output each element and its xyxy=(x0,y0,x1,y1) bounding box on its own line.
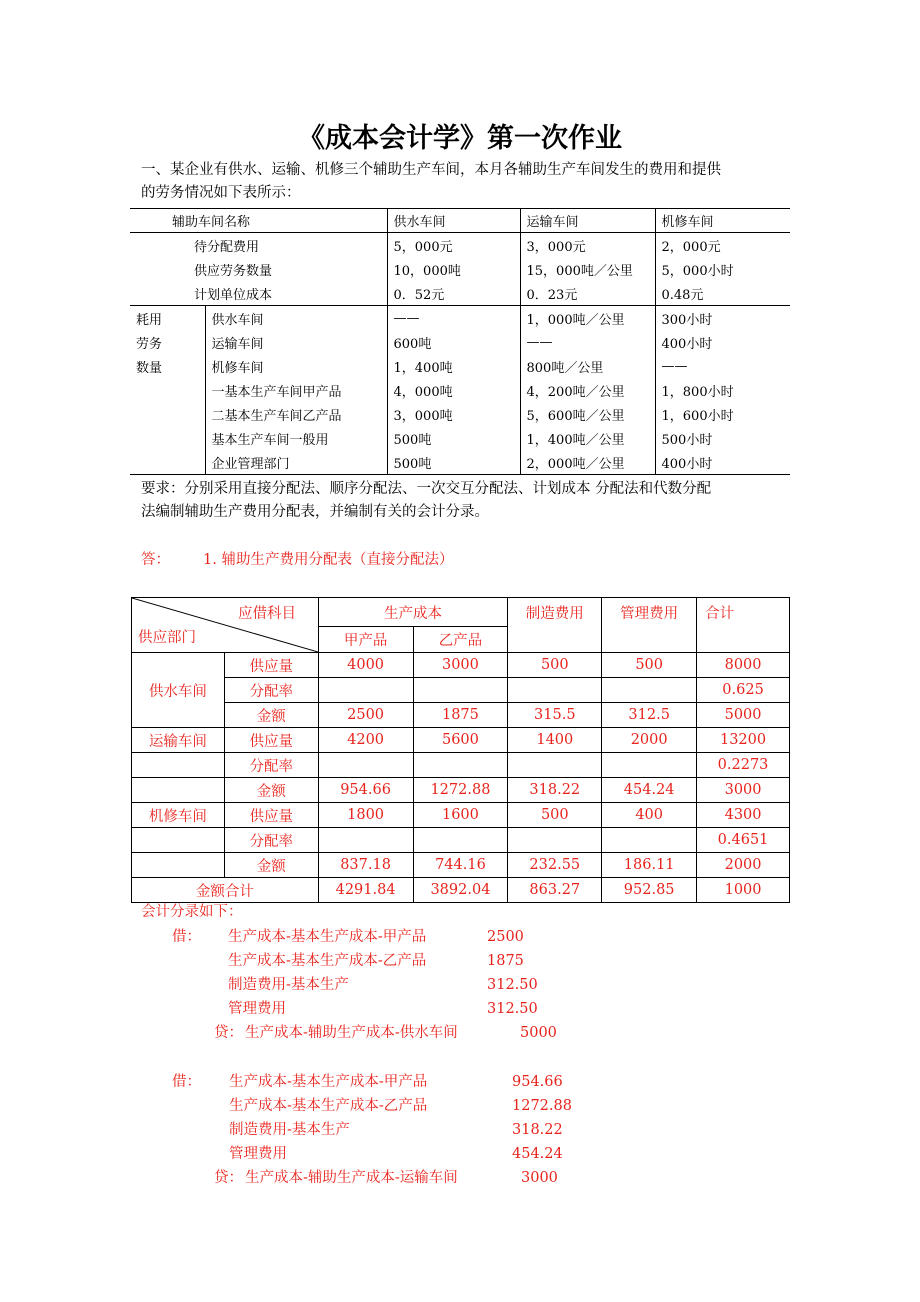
credit-label: 贷： xyxy=(214,1025,243,1041)
table-row xyxy=(132,653,790,678)
table-cell: 4000 xyxy=(318,653,413,678)
table-cell: 400小时 xyxy=(655,450,790,475)
table-cell: 15，000吨／公里 xyxy=(520,257,655,281)
debit-amount: 312.50 xyxy=(487,1001,538,1017)
table-cell: 312.5 xyxy=(602,703,697,728)
table-cell: 4200 xyxy=(318,728,413,753)
table-cell: 500 xyxy=(508,803,602,828)
debit-account: 制造费用-基本生产 xyxy=(228,977,349,993)
table-cell xyxy=(318,678,413,703)
answer-heading: 1. 辅助生产费用分配表（直接分配法） xyxy=(203,552,454,568)
debit-amount: 1875 xyxy=(487,953,524,969)
table-cell: 10，000吨 xyxy=(387,257,520,281)
table-cell: 837.18 xyxy=(318,853,413,878)
requirement-line-2: 法编制辅助生产费用分配表，并编制有关的会计分录。 xyxy=(141,504,489,520)
header-cell: 机修车间 xyxy=(655,209,790,233)
debit-label: 借： xyxy=(172,929,201,945)
table-row xyxy=(132,778,790,803)
header-cell: 制造费用 xyxy=(508,598,602,653)
credit-account: 生产成本-辅助生产成本-运输车间 xyxy=(245,1170,458,1186)
requirement-line-1: 要求：分别采用直接分配法、顺序分配法、一次交互分配法、计划成本 分配法和代数分配 xyxy=(141,481,712,497)
header-cell: 合计 xyxy=(697,598,790,653)
table-cell: 3000 xyxy=(413,653,508,678)
table-cell: 0．52元 xyxy=(387,281,520,306)
answer-label: 答： xyxy=(141,552,170,568)
debit-account: 生产成本-基本生产成本-甲产品 xyxy=(228,929,427,945)
debit-account: 管理费用 xyxy=(228,1001,286,1017)
table-cell: 5，600吨／公里 xyxy=(520,402,655,426)
group-label: 数量 xyxy=(136,360,163,376)
table-row xyxy=(132,703,790,728)
item-cell: 分配率 xyxy=(224,828,318,853)
item-cell: 供应量 xyxy=(224,728,318,753)
dept-cell xyxy=(132,828,225,853)
row-label: 供应劳务数量 xyxy=(194,263,273,279)
header-cell: 运输车间 xyxy=(520,209,655,233)
table-cell: 952.85 xyxy=(602,878,697,903)
journal-heading: 会计分录如下： xyxy=(141,904,243,920)
table-cell: 4291.84 xyxy=(318,878,413,903)
credit-label: 贷： xyxy=(214,1170,243,1186)
table-cell: 2，000元 xyxy=(655,233,790,258)
header-cell: 辅助车间名称 xyxy=(130,209,387,233)
table-cell: 2，000吨／公里 xyxy=(520,450,655,475)
dept-cell: 运输车间 xyxy=(132,728,225,753)
row-label: 机修车间 xyxy=(205,354,387,378)
table-row xyxy=(130,330,790,354)
credit-account: 生产成本-辅助生产成本-供水车间 xyxy=(245,1025,458,1041)
debit-account: 生产成本-基本生产成本-乙产品 xyxy=(229,1098,428,1114)
table-cell: 13200 xyxy=(697,728,790,753)
table-cell: 5600 xyxy=(413,728,508,753)
table-row xyxy=(132,678,790,703)
table-row xyxy=(130,450,790,475)
debit-amount: 454.24 xyxy=(512,1146,563,1162)
header-cell: 供水车间 xyxy=(387,209,520,233)
group-label: 耗用 xyxy=(130,306,205,331)
table-cell: 1400 xyxy=(508,728,602,753)
table-cell: 1，600小时 xyxy=(655,402,790,426)
table-cell: 1600 xyxy=(413,803,508,828)
table-header-row xyxy=(132,598,790,627)
table-cell xyxy=(318,753,413,778)
item-cell: 供应量 xyxy=(224,803,318,828)
table-cell: 232.55 xyxy=(508,853,602,878)
table-cell: 2000 xyxy=(602,728,697,753)
table-cell: 300小时 xyxy=(655,306,790,331)
table-cell xyxy=(413,678,508,703)
credit-amount: 3000 xyxy=(521,1170,558,1186)
item-cell: 金额 xyxy=(224,703,318,728)
debit-amount: 1272.88 xyxy=(512,1098,572,1114)
table-cell: 1000 xyxy=(697,878,790,903)
table-cell: 4300 xyxy=(697,803,790,828)
header-cell: 甲产品 xyxy=(318,627,413,653)
table-row xyxy=(130,306,790,331)
row-label: 待分配费用 xyxy=(194,239,260,255)
table-cell: 3892.04 xyxy=(413,878,508,903)
table-cell: 318.22 xyxy=(508,778,602,803)
table-cell: 4，200吨／公里 xyxy=(520,378,655,402)
table-cell: 0.625 xyxy=(697,678,790,703)
table-cell: 2000 xyxy=(697,853,790,878)
table-cell: 500 xyxy=(508,653,602,678)
table-row xyxy=(132,828,790,853)
item-cell: 供应量 xyxy=(224,653,318,678)
table-cell: 186.11 xyxy=(602,853,697,878)
table-cell: 954.66 xyxy=(318,778,413,803)
table-cell xyxy=(602,828,697,853)
table-cell: 500吨 xyxy=(387,450,520,475)
document-title: 《成本会计学》第一次作业 xyxy=(298,123,622,154)
diagonal-header-cell xyxy=(132,598,319,653)
table-cell: 0.2273 xyxy=(697,753,790,778)
row-label: 二基本生产车间乙产品 xyxy=(205,402,387,426)
table-row xyxy=(132,853,790,878)
table-cell: 500吨 xyxy=(387,426,520,450)
table-row xyxy=(130,426,790,450)
table-cell: 4，000吨 xyxy=(387,378,520,402)
table-cell: 454.24 xyxy=(602,778,697,803)
debit-account: 制造费用-基本生产 xyxy=(229,1122,350,1138)
table-cell: —— xyxy=(655,354,790,378)
item-cell: 金额 xyxy=(224,853,318,878)
table-cell: 1，400吨 xyxy=(387,354,520,378)
question-line-1: 一、某企业有供水、运输、机修三个辅助生产车间，本月各辅助生产车间发生的费用和提供 xyxy=(141,162,721,178)
table-cell xyxy=(508,753,602,778)
table-cell: —— xyxy=(520,330,655,354)
dept-cell: 供水车间 xyxy=(132,653,225,728)
table-cell xyxy=(602,753,697,778)
table-cell: 500小时 xyxy=(655,426,790,450)
debit-amount: 954.66 xyxy=(512,1074,563,1090)
allocation-table xyxy=(131,597,790,903)
table-cell: 5，000元 xyxy=(387,233,520,258)
table-cell: 3，000元 xyxy=(520,233,655,258)
table-row xyxy=(130,233,790,258)
table-cell: 600吨 xyxy=(387,330,520,354)
credit-amount: 5000 xyxy=(520,1025,557,1041)
table-row xyxy=(132,803,790,828)
table-cell: 1800 xyxy=(318,803,413,828)
table-cell: 1272.88 xyxy=(413,778,508,803)
debit-label: 借： xyxy=(172,1074,201,1090)
table-cell: 5，000小时 xyxy=(655,257,790,281)
dept-cell xyxy=(132,853,225,878)
dept-cell: 机修车间 xyxy=(132,803,225,828)
table-cell: —— xyxy=(387,306,520,331)
service-data-table xyxy=(130,208,790,475)
table-cell: 8000 xyxy=(697,653,790,678)
debit-amount: 312.50 xyxy=(487,977,538,993)
debit-amount: 2500 xyxy=(487,929,524,945)
table-cell: 400 xyxy=(602,803,697,828)
table-cell: 863.27 xyxy=(508,878,602,903)
table-row xyxy=(130,378,790,402)
debit-amount: 318.22 xyxy=(512,1122,563,1138)
debit-account: 管理费用 xyxy=(229,1146,287,1162)
table-cell xyxy=(318,828,413,853)
header-cell: 生产成本 xyxy=(318,598,508,627)
table-cell xyxy=(413,753,508,778)
table-cell: 0.48元 xyxy=(655,281,790,306)
corner-bottom-label: 供应部门 xyxy=(138,630,196,646)
table-cell: 3000 xyxy=(697,778,790,803)
table-cell: 3，000吨 xyxy=(387,402,520,426)
debit-account: 生产成本-基本生产成本-甲产品 xyxy=(229,1074,428,1090)
row-label: 运输车间 xyxy=(205,330,387,354)
table-cell: 500 xyxy=(602,653,697,678)
item-cell: 分配率 xyxy=(224,678,318,703)
table-row xyxy=(130,402,790,426)
table-cell: 1，000吨／公里 xyxy=(520,306,655,331)
table-cell: 744.16 xyxy=(413,853,508,878)
debit-account: 生产成本-基本生产成本-乙产品 xyxy=(228,953,427,969)
table-cell: 1875 xyxy=(413,703,508,728)
table-cell xyxy=(508,678,602,703)
table-cell: 315.5 xyxy=(508,703,602,728)
row-label: 企业管理部门 xyxy=(205,450,387,475)
table-cell: 2500 xyxy=(318,703,413,728)
table-row xyxy=(132,728,790,753)
table-header-row xyxy=(130,209,790,233)
total-row xyxy=(132,878,790,903)
table-cell: 0．23元 xyxy=(520,281,655,306)
row-label: 一基本生产车间甲产品 xyxy=(205,378,387,402)
group-label: 劳务 xyxy=(136,336,163,352)
table-row xyxy=(130,281,790,306)
table-cell: 1，800小时 xyxy=(655,378,790,402)
table-cell xyxy=(413,828,508,853)
header-cell: 乙产品 xyxy=(413,627,508,653)
total-label: 金额合计 xyxy=(132,878,319,903)
table-cell xyxy=(508,828,602,853)
table-row xyxy=(132,753,790,778)
table-cell: 0.4651 xyxy=(697,828,790,853)
table-cell: 400小时 xyxy=(655,330,790,354)
dept-cell xyxy=(132,753,225,778)
row-label: 供水车间 xyxy=(205,306,387,331)
table-cell xyxy=(602,678,697,703)
item-cell: 分配率 xyxy=(224,753,318,778)
table-cell: 800吨／公里 xyxy=(520,354,655,378)
row-label: 计划单位成本 xyxy=(194,287,273,303)
table-row xyxy=(130,257,790,281)
item-cell: 金额 xyxy=(224,778,318,803)
table-row xyxy=(130,354,790,378)
corner-top-label: 应借科目 xyxy=(238,606,296,622)
table-cell: 5000 xyxy=(697,703,790,728)
dept-cell xyxy=(132,778,225,803)
header-cell: 管理费用 xyxy=(602,598,697,653)
row-label: 基本生产车间一般用 xyxy=(205,426,387,450)
table-cell: 1，400吨／公里 xyxy=(520,426,655,450)
question-line-2: 的劳务情况如下表所示： xyxy=(141,185,301,201)
